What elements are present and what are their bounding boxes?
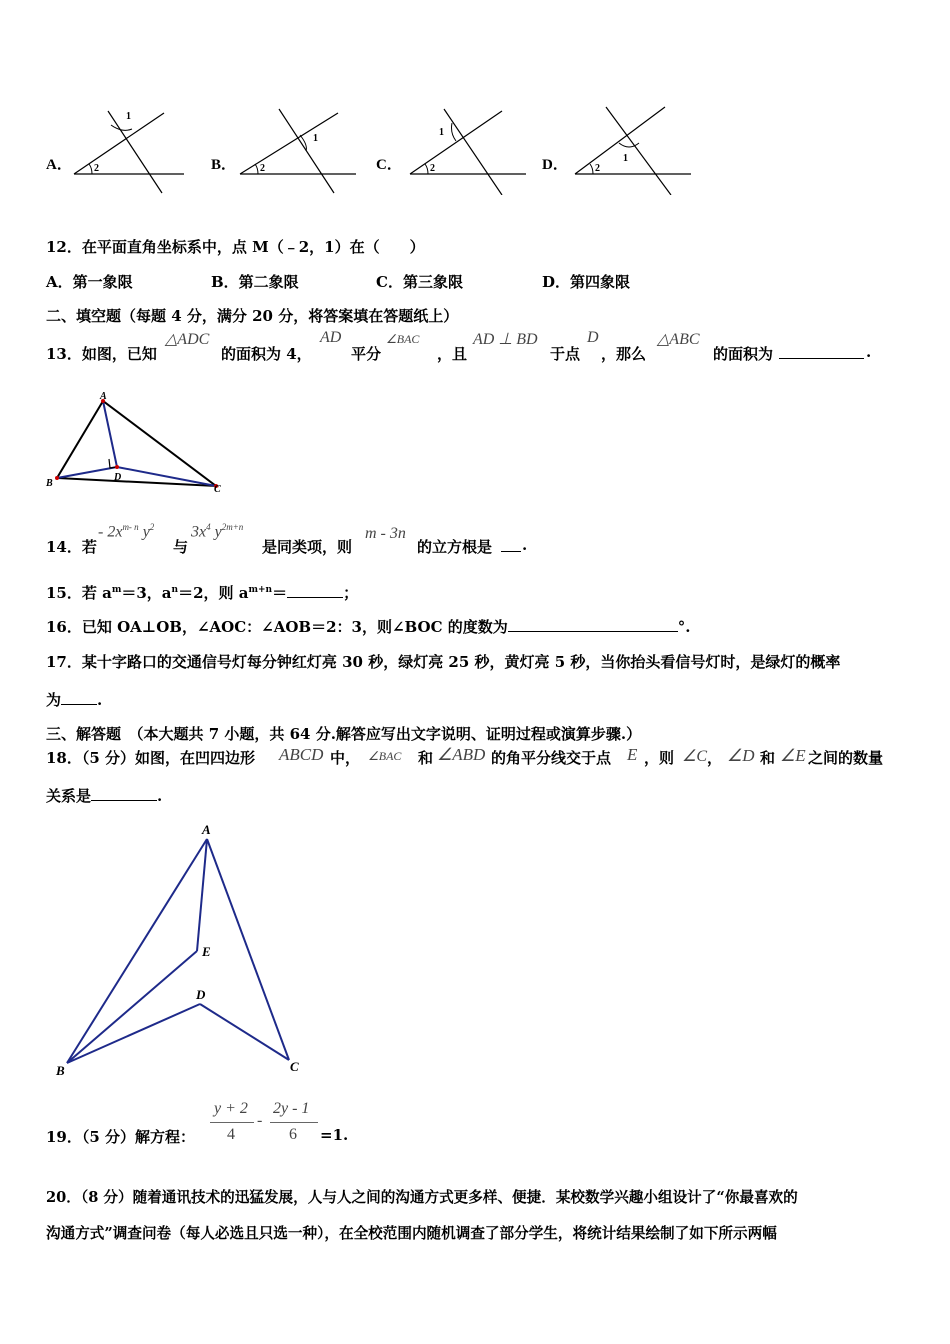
q11-d-angle2: 2 — [595, 163, 600, 174]
q18-label-c: C — [290, 1059, 299, 1074]
q13-text-5: ，那么 — [601, 345, 647, 363]
q16-end: °. — [677, 618, 691, 636]
q11-option-b-label: B． — [211, 157, 237, 173]
q13-text-1: 的面积为 4， — [221, 345, 312, 363]
q19-numerator-2: 2y - 1 — [273, 1100, 310, 1117]
q19-fraction-bar-2 — [270, 1122, 318, 1123]
q13-point-b-dot — [55, 476, 59, 480]
q13-text-2: 平分 — [351, 345, 382, 363]
q13-figure — [40, 392, 230, 497]
q14-number: 14．若 — [46, 538, 97, 556]
q11-option-a-label: A． — [46, 157, 72, 173]
q15-text-1: ＝3，a — [121, 584, 172, 602]
q18-angle-e: ∠E — [780, 746, 806, 765]
q18-text-4: ，则 — [644, 749, 675, 767]
q13-perp: AD ⊥ BD — [473, 331, 538, 348]
q14-expr1-y: y — [142, 523, 150, 541]
q18-point-e: E — [627, 745, 638, 764]
q11-figure-c — [406, 105, 531, 195]
q13-ad: AD — [320, 329, 342, 346]
q13-angle-bac: ∠BAC — [386, 332, 420, 346]
q18-angle-abd: ∠ABD — [437, 745, 486, 764]
q14-text-2: 是同类项，则 — [262, 538, 353, 556]
q19-fraction-bar-1 — [210, 1122, 254, 1123]
q15-answer-blank — [287, 583, 343, 598]
q15-exp-mn: m+n — [248, 585, 273, 595]
q19-denominator-2: 6 — [289, 1126, 297, 1143]
q13-label-b: B — [46, 478, 53, 489]
q16-answer-blank — [508, 617, 678, 632]
q12-option-b: B．第二象限 — [211, 273, 299, 291]
q13-text-6: 的面积为 — [713, 345, 774, 363]
q18-number: 18．（5 分）如图，在凹四边形 — [46, 749, 256, 767]
q14-expr1-exp: m- n — [122, 522, 139, 532]
q18-text-1: 中， — [330, 749, 361, 767]
q13-label-c: C — [214, 484, 221, 495]
q11-c-angle2: 2 — [430, 163, 435, 174]
q18-label-a: A — [202, 822, 211, 837]
q18-label-d: D — [196, 987, 206, 1002]
q19-minus: - — [257, 1112, 263, 1129]
section-3-header: 三、解答题 （本大题共 7 小题，共 64 分.解答应写出文字说明、证明过程或演算步骤.） — [46, 725, 642, 743]
q18-line-2-text: 关系是 — [46, 787, 92, 805]
q15-stem — [46, 582, 358, 603]
q13-text-3: ，且 — [437, 345, 468, 363]
q14-expr2-coef: 3x — [191, 523, 207, 541]
q11-b-angle1: 1 — [313, 133, 318, 144]
q12-option-d: D．第四象限 — [542, 273, 631, 291]
q18-angle-d: ∠D — [727, 746, 755, 765]
q14-expr1-yexp: 2 — [149, 522, 155, 532]
q19-end: =1. — [320, 1126, 349, 1144]
q15-exp-m: m — [111, 585, 122, 595]
q13-tri-abc: △ABC — [657, 331, 700, 348]
q14-expr2-y: y — [214, 523, 222, 541]
q13-point-d: D — [587, 329, 599, 346]
q18-text-3: 的角平分线交于点 — [491, 749, 612, 767]
q18-angle-bac: ∠BAC — [368, 749, 402, 763]
q15-text-3: ＝ — [272, 584, 288, 602]
q13-end: . — [866, 343, 872, 361]
section-2-header: 二、填空题（每题 4 分，满分 20 分，将答案填在答题纸上） — [46, 307, 459, 325]
q17-end: . — [97, 691, 103, 709]
q19-number: 19．（5 分）解方程： — [46, 1128, 196, 1146]
q14-expr2-exp: 4 — [206, 522, 211, 532]
q11-option-c-label: C． — [376, 157, 402, 173]
q13-point-d-dot — [115, 465, 119, 469]
q13-tri-adc: △ADC — [165, 331, 210, 348]
q20-line-2: 沟通方式”调查问卷（每人必选且只选一种），在全校范围内随机调查了部分学生，将统计结果绘制了如下所示两幅 — [46, 1225, 777, 1242]
q11-option-d-label: D． — [542, 157, 568, 173]
q17-line-2 — [46, 689, 102, 710]
q18-line-2 — [46, 785, 162, 806]
q11-d-angle1: 1 — [623, 153, 628, 164]
q14-expr3: m - 3n — [365, 525, 406, 542]
q18-text-6: 和 — [760, 749, 776, 767]
q11-figure-d — [571, 105, 696, 195]
q11-a-angle1: 1 — [126, 111, 131, 122]
q18-text-5: ， — [707, 749, 723, 767]
q19-numerator-1: y + 2 — [214, 1100, 248, 1117]
q14-answer-blank — [501, 537, 521, 552]
q17-line-1: 17．某十字路口的交通信号灯每分钟红灯亮 30 秒，绿灯亮 25 秒，黄灯亮 5 秒，当你抬头看信号灯时，是绿灯的概率 — [46, 653, 841, 671]
q14-end: . — [522, 536, 528, 554]
q18-angle-c: ∠C — [682, 748, 708, 765]
q17-line-2-text: 为 — [46, 691, 62, 709]
q12-stem: 12．在平面直角坐标系中，点 M（﹣2，1）在（ ） — [46, 238, 425, 256]
q18-label-b: B — [56, 1063, 65, 1078]
q11-figure-a — [70, 105, 190, 195]
q20-line-1: 20．（8 分）随着通讯技术的迅猛发展，人与人之间的沟通方式更多样、便捷．某校数学兴趣小组设计了“你最喜欢的 — [46, 1189, 798, 1206]
q18-text-7: 之间的数量 — [808, 749, 884, 767]
q13-text-4: 于点 — [550, 345, 581, 363]
q15-text-2: ＝2，则 a — [178, 584, 249, 602]
q14-expr1-coef: - 2x — [98, 523, 123, 541]
q15-number: 15．若 a — [46, 584, 112, 602]
q14-text-3: 的立方根是 — [417, 538, 493, 556]
q15-exp-n: n — [171, 585, 179, 595]
q17-answer-blank — [61, 690, 97, 705]
q18-abcd: ABCD — [279, 745, 324, 764]
q11-b-angle2: 2 — [260, 163, 265, 174]
q11-a-angle2: 2 — [94, 163, 99, 174]
q18-text-2: 和 — [418, 749, 434, 767]
q13-label-a: A — [100, 392, 107, 402]
q13-label-d: D — [114, 472, 122, 483]
q18-end: . — [157, 787, 163, 805]
q11-c-angle1: 1 — [439, 127, 444, 138]
q16-stem — [46, 616, 690, 637]
q12-option-c: C．第三象限 — [376, 273, 463, 291]
q18-figure — [50, 815, 310, 1085]
q11-figure-b — [236, 105, 361, 195]
q12-option-a: A．第一象限 — [46, 273, 133, 291]
q14-expr2-yexp: 2m+n — [221, 522, 244, 532]
q18-answer-blank — [91, 786, 157, 801]
q18-label-e: E — [202, 944, 211, 959]
q13-number: 13．如图，已知 — [46, 345, 157, 363]
q15-end: ； — [343, 584, 359, 602]
q13-answer-blank — [779, 344, 864, 359]
q16-text: 16．已知 OA⊥OB，∠AOC：∠AOB＝2：3，则∠BOC 的度数为 — [46, 618, 508, 636]
q14-text-1: 与 — [173, 538, 189, 556]
q19-denominator-1: 4 — [227, 1126, 235, 1143]
